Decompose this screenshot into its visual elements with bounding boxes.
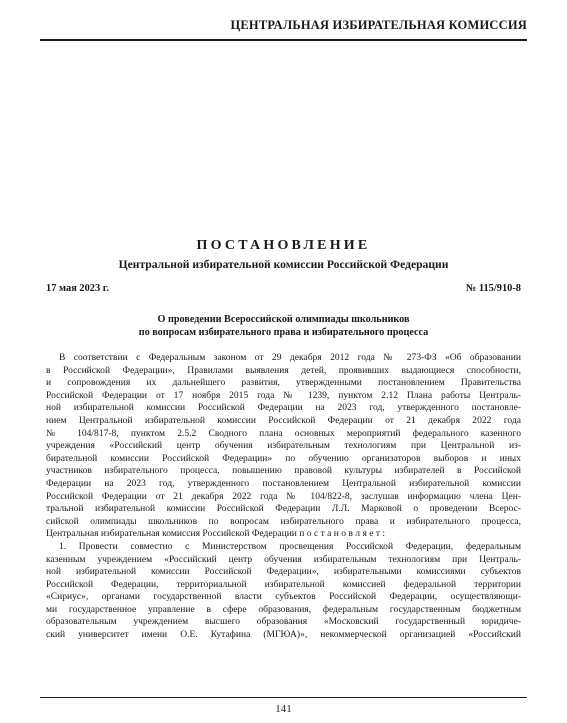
text-line: Российской Федерации, территориальной избирательной комиссией федеральной территории <box>46 578 521 590</box>
text-line: тральной избирательной комиссии Российской Федерации Л.Л. Марковой о проведении Всерос- <box>46 503 521 515</box>
text-line: и сопровождения их дальнейшего развития, утвержденными постановлением Правительства <box>46 377 521 389</box>
text-line: Центральная избирательная комиссия Российской Федерации п о с т а н о в л я е т : <box>46 528 386 540</box>
page-number: 141 <box>275 703 292 715</box>
text-line: ной избирательной комиссии Российской Федерации», избирательными комиссиями субъектов <box>46 566 521 578</box>
text-line: 1. Провести совместно с Министерством просвещения Российской Федерации, федеральным <box>59 540 521 552</box>
text-line: казенным учреждением «Российский центр обучения избирательным технологиям при Централь- <box>46 553 521 565</box>
text-line: В соответствии с Федеральным законом от 29 декабря 2012 года № 273-ФЗ «Об образовании <box>59 352 521 363</box>
document-number: № 115/910-8 <box>465 283 521 294</box>
subject-line: по вопросам избирательного права и избирательного процесса <box>138 327 429 338</box>
text-line: Российской Федерации от 17 ноября 2015 года № 1239, пунктом 2.12 Плана работы Централь- <box>46 389 521 401</box>
document-issuer: Центральной избирательной комиссии Российской Федерации <box>118 258 449 271</box>
footer-rule <box>40 697 527 698</box>
document-date: 17 мая 2023 г. <box>46 283 109 294</box>
document-subject <box>40 313 527 339</box>
running-header: ЦЕНТРАЛЬНАЯ ИЗБИРАТЕЛЬНАЯ КОМИССИЯ <box>230 18 527 32</box>
paragraph-item-1 <box>46 541 521 642</box>
text-line: № 104/817-8, пунктом 2.5.2 Сводного плана основных мероприятий федерального казенного <box>46 427 521 439</box>
document-type: ПОСТАНОВЛЕНИЕ <box>196 238 371 253</box>
text-line: «Сириус», органами государственной власти субъектов Российской Федерации, осуществляющи- <box>46 591 521 603</box>
text-line: Федерации на 2023 год, утвержденного постановлением Центральной избирательной комиссии <box>46 477 521 489</box>
header-rule <box>40 39 527 41</box>
text-line: в Российской Федерации», Правилами выявления детей, проявивших выдающиеся способности, <box>46 364 521 376</box>
text-line: сийской олимпиады школьников по вопросам избирательного права и избирательного процесса, <box>46 515 521 527</box>
text-line: ский университет имени О.Е. Кутафина (МГЮА)», некоммерческой организацией «Российский <box>46 629 521 641</box>
text-line: учреждения «Российский центр обучения избирательным технологиям при Центральной из- <box>46 440 521 452</box>
text-line: ной избирательной комиссии Российской Федерации на 2023 год, утвержденного постановле- <box>46 402 521 414</box>
text-line: ми государственное управление в сфере образования, федеральным государственным бюджетным <box>46 603 521 615</box>
text-line: Российской Федерации от 21 декабря 2022 года № 104/822-8, заслушав информацию члена Цен- <box>46 490 521 502</box>
paragraph-preamble <box>46 352 521 541</box>
body-text <box>46 352 521 692</box>
text-line: бирательной комиссии Российской Федерации» по обучению организаторов выборов и иных <box>46 452 521 464</box>
subject-line: О проведении Всероссийской олимпиады школьников <box>157 314 410 325</box>
text-line: нием Центральной избирательной комиссии Российской Федерации от 21 декабря 2022 года <box>46 414 521 426</box>
text-line: участников избирательного процесса, повышению правовой культуры избирателей в Российской <box>46 465 521 477</box>
text-line: образовательным учреждением высшего образования «Московский государственный юридиче- <box>46 616 521 628</box>
